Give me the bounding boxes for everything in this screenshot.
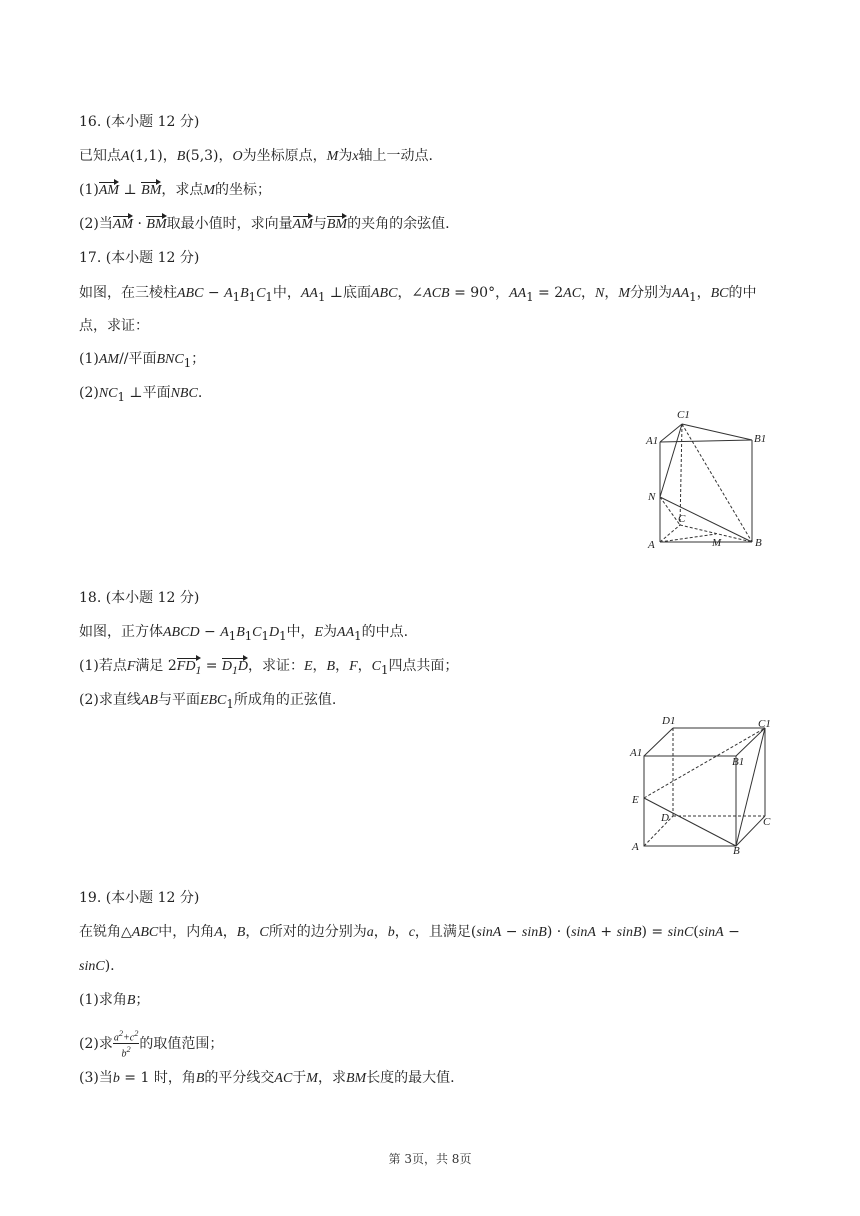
problem-16-part2: (2)当AM · BM取最小值时，求向量AM与BM的夹角的余弦值. [79, 214, 450, 235]
problem-16-stem: 已知点A(1,1)，B(5,3)，O为坐标原点，M为x轴上一动点. [79, 148, 433, 164]
problem-19-stem-line1: 在锐角△ABC中，内角A，B，C所对的边分别为a，b，c，且满足(sinA − sinB) · (sinA + sinB) = sinC(sinA − [79, 924, 740, 940]
label-c1: C1 [677, 409, 690, 421]
problem-16-header: 16. (本小题 12 分) [79, 114, 200, 130]
label-n: N [648, 491, 656, 503]
label-m: M [712, 537, 722, 549]
label-c1: C1 [758, 718, 771, 730]
page-footer: 第 3页，共 8页 [388, 1152, 472, 1166]
problem-19-part2: (2)求 $\frac{a^2+c^2}{b^2}$ 的取值范围； [79, 1029, 224, 1060]
label-a1: A1 [646, 435, 659, 447]
problem-19-part1: (1)求角B； [79, 992, 150, 1008]
problem-17-part1: (1)AM//平面$BNC_1$； [79, 351, 206, 370]
problem-18-part2: (2)求直线AB与平面$EBC_1$所成角的正弦值. [79, 692, 337, 711]
problem-17-header: 17. (本小题 12 分) [79, 250, 200, 266]
problem-19-stem-line2: sinC). [79, 958, 115, 974]
label-b: B [755, 537, 762, 549]
problem-17-stem-line1: 如图，在三棱柱ABC − $A_1B_1C_1$中，$AA_1$ ⊥底面ABC，∠ACB = 90°，$AA_1 = 2AC$，N，M分别为$AA_1$，BC的中 [79, 285, 757, 304]
problem-19-part3: (3)当b = 1 时，角B的平分线交AC于M，求BM长度的最大值. [79, 1070, 455, 1086]
label-d: D [661, 812, 669, 824]
problem-19-header: 19. (本小题 12 分) [79, 890, 200, 906]
label-c: C [763, 816, 771, 828]
label-b: B [733, 845, 740, 856]
label-a: A [648, 539, 655, 551]
label-b1: B1 [754, 433, 767, 445]
label-d1: D1 [662, 715, 676, 727]
problem-17-stem-line2: 点，求证： [79, 318, 149, 334]
label-c: C [678, 513, 686, 525]
triangular-prism-figure [640, 402, 770, 554]
label-a1: A1 [630, 747, 643, 759]
cube-figure [628, 712, 780, 856]
problem-17-part2: $(2)NC_1$ ⊥平面NBC. [79, 385, 203, 404]
problem-16-part1: (1)AM ⊥ BM，求点M的坐标； [79, 180, 271, 201]
label-a: A [632, 841, 639, 853]
label-b1: B1 [732, 756, 745, 768]
problem-18-part1: (1)若点F满足 $2FD_1 = D_1D$，求证：E，B，F，$C_1$四点共面； [79, 656, 458, 681]
problem-18-header: 18. (本小题 12 分) [79, 590, 200, 606]
label-e: E [632, 794, 639, 806]
problem-18-stem: 如图，正方体ABCD − $A_1B_1C_1D_1$中，E为$AA_1$的中点. [79, 624, 409, 643]
